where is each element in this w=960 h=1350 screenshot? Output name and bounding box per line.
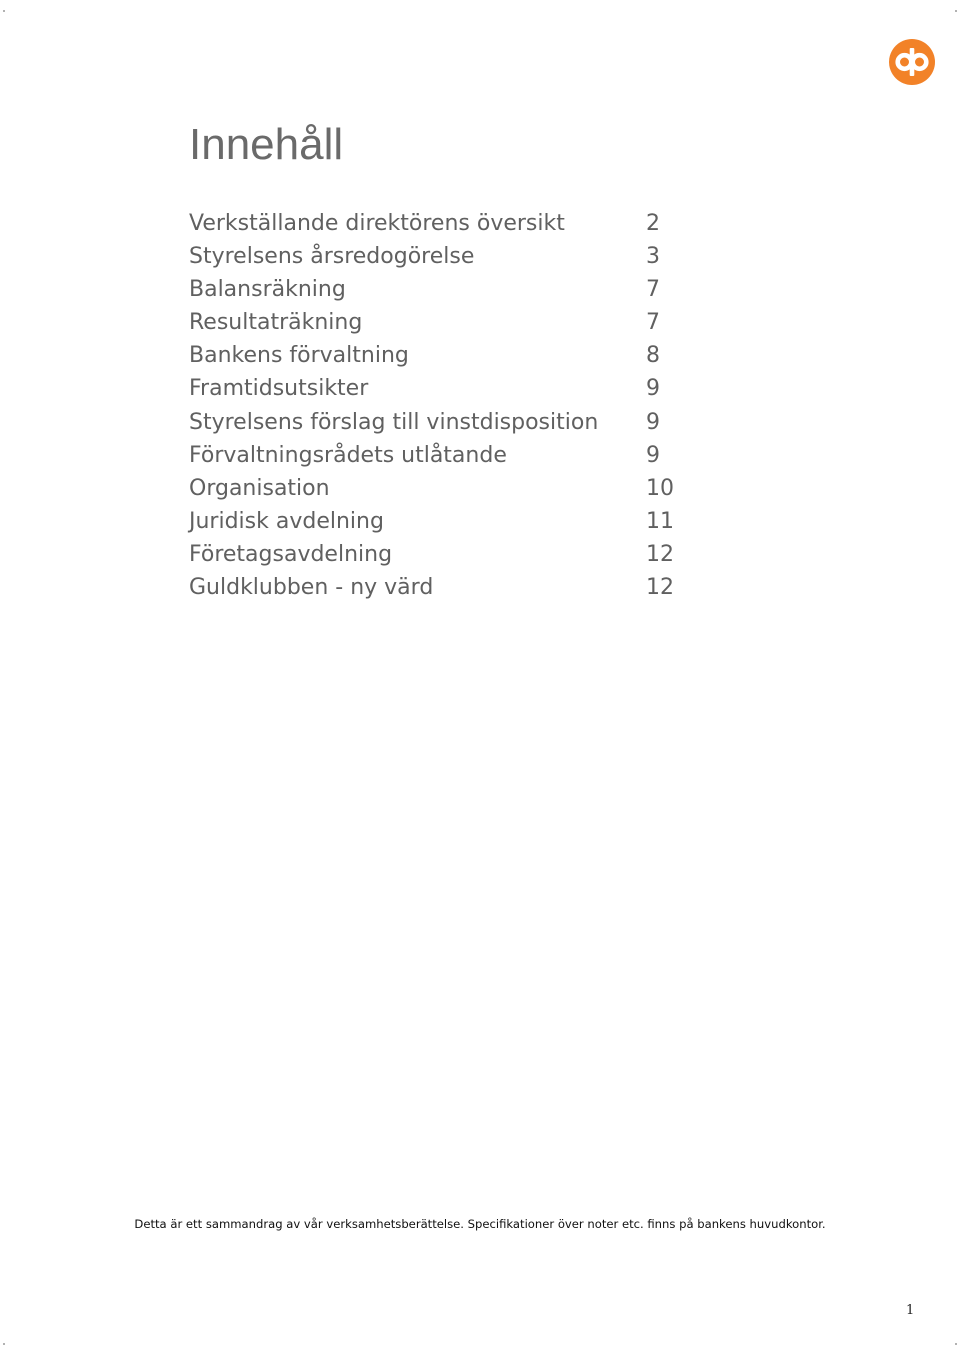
toc-entry[interactable] <box>189 439 709 472</box>
toc-entry[interactable] <box>189 372 709 405</box>
toc-entry-label: Företagsavdelning <box>189 541 393 567</box>
toc-entry-label: Verkställande direktörens översikt <box>189 211 565 236</box>
toc-entry[interactable] <box>189 538 709 571</box>
toc-entry-page: 9 <box>646 376 660 402</box>
toc-entry-page: 7 <box>646 277 660 303</box>
toc-entry-page: 11 <box>646 508 674 534</box>
toc-entry-label: Juridisk avdelning <box>189 508 384 534</box>
toc-entry-page: 2 <box>646 211 660 236</box>
toc-entry-label: Styrelsens årsredogörelse <box>189 244 475 270</box>
toc-entry[interactable] <box>189 273 709 306</box>
toc-entry-label: Förvaltningsrådets utlåtande <box>189 442 507 468</box>
toc-entry[interactable] <box>189 240 709 273</box>
crop-mark-bottom-left <box>3 1343 5 1345</box>
toc-entry[interactable] <box>189 339 709 372</box>
toc-entry[interactable] <box>189 406 709 439</box>
toc-entry-page: 9 <box>646 409 660 435</box>
footer-note: Detta är ett sammandrag av vår verksamhetsberättelse. Specifikationer över noter etc. finns på bankens huvudkontor. <box>134 1217 826 1231</box>
table-of-contents <box>189 207 709 604</box>
toc-entry-label: Balansräkning <box>189 277 346 303</box>
toc-entry-label: Styrelsens förslag till vinstdisposition <box>189 409 599 435</box>
toc-entry-page: 9 <box>646 442 660 468</box>
toc-entry-page: 12 <box>646 575 674 601</box>
toc-entry-label: Framtidsutsikter <box>189 376 369 402</box>
toc-entry-page: 12 <box>646 541 674 567</box>
op-logo-icon <box>889 39 935 85</box>
crop-mark-top-right <box>955 10 957 12</box>
toc-entry-page: 3 <box>646 244 660 270</box>
toc-entry-page: 7 <box>646 310 660 336</box>
toc-entry-page: 10 <box>646 475 674 501</box>
toc-entry[interactable] <box>189 505 709 538</box>
toc-entry-label: Organisation <box>189 475 330 501</box>
toc-entry-page: 8 <box>646 343 660 369</box>
toc-entry[interactable] <box>189 306 709 339</box>
toc-entry[interactable] <box>189 207 709 240</box>
toc-entry-label: Guldklubben - ny värd <box>189 575 434 601</box>
crop-mark-bottom-right <box>955 1343 957 1345</box>
toc-entry[interactable] <box>189 571 709 604</box>
crop-mark-top-left <box>3 10 5 12</box>
toc-entry-label: Resultaträkning <box>189 310 363 336</box>
toc-entry[interactable] <box>189 472 709 505</box>
page-title: Innehåll <box>189 120 344 169</box>
page-number: 1 <box>906 1303 915 1318</box>
toc-entry-label: Bankens förvaltning <box>189 343 409 369</box>
